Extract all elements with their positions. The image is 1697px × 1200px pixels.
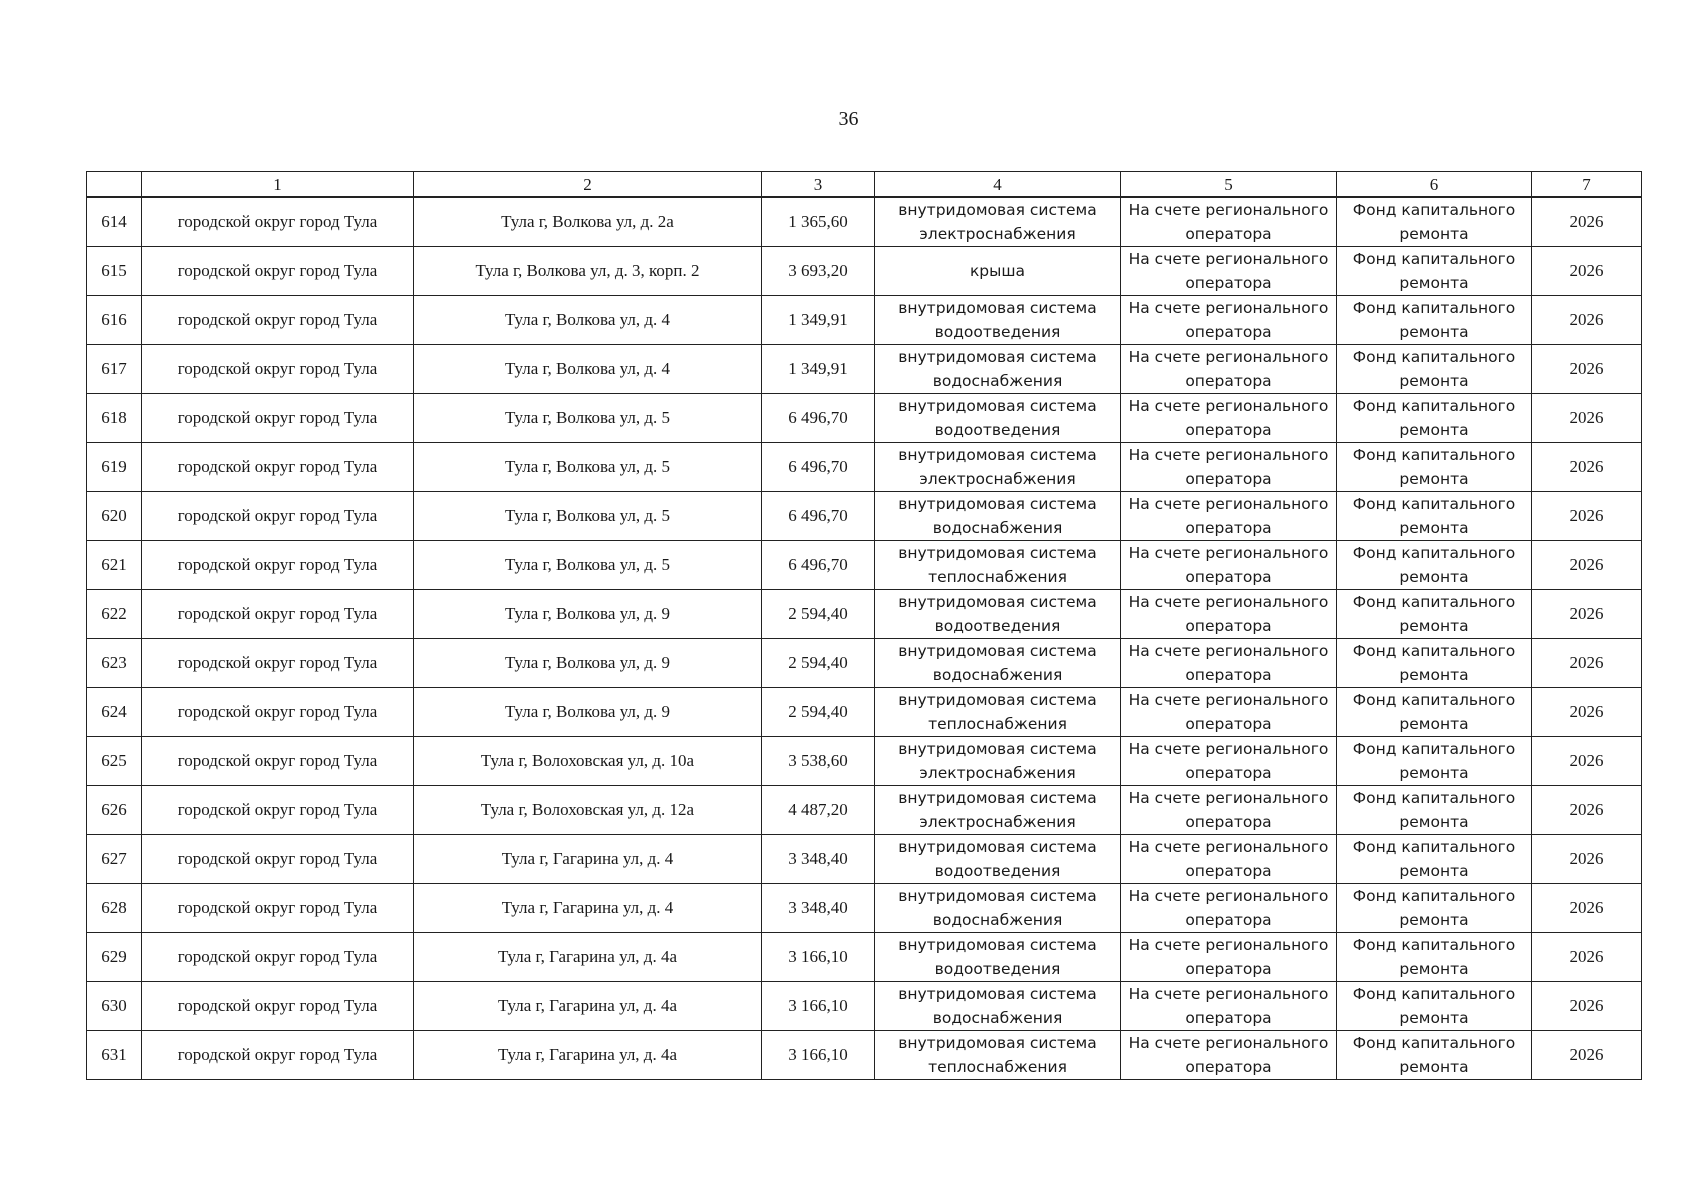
- account-cell: На счете регионального оператора: [1121, 345, 1337, 394]
- municipality-cell: городской округ город Тула: [142, 688, 414, 737]
- header-cell-blank: [87, 172, 142, 198]
- account-cell: На счете регионального оператора: [1121, 492, 1337, 541]
- year-cell: 2026: [1532, 394, 1642, 443]
- account-cell: На счете регионального оператора: [1121, 197, 1337, 247]
- row-number-cell: 621: [87, 541, 142, 590]
- column-numbers-row: [87, 172, 1642, 198]
- work-type-cell: внутридомовая система водоотведения: [875, 933, 1121, 982]
- area-cell: 3 166,10: [762, 933, 875, 982]
- year-cell: 2026: [1532, 835, 1642, 884]
- funding-cell: Фонд капитального ремонта: [1337, 688, 1532, 737]
- work-type-cell: внутридомовая система водоснабжения: [875, 492, 1121, 541]
- header-cell-6: 6: [1337, 172, 1532, 198]
- work-type-cell: внутридомовая система водоотведения: [875, 835, 1121, 884]
- account-cell: На счете регионального оператора: [1121, 247, 1337, 296]
- year-cell: 2026: [1532, 541, 1642, 590]
- work-type-cell: внутридомовая система теплоснабжения: [875, 541, 1121, 590]
- funding-cell: Фонд капитального ремонта: [1337, 786, 1532, 835]
- work-type-cell: крыша: [875, 247, 1121, 296]
- header-cell-3: 3: [762, 172, 875, 198]
- year-cell: 2026: [1532, 590, 1642, 639]
- municipality-cell: городской округ город Тула: [142, 737, 414, 786]
- account-cell: На счете регионального оператора: [1121, 835, 1337, 884]
- table-row: [87, 197, 1642, 247]
- funding-cell: Фонд капитального ремонта: [1337, 296, 1532, 345]
- area-cell: 2 594,40: [762, 639, 875, 688]
- table-row: [87, 737, 1642, 786]
- table-row: [87, 933, 1642, 982]
- row-number-cell: 615: [87, 247, 142, 296]
- area-cell: 3 693,20: [762, 247, 875, 296]
- municipality-cell: городской округ город Тула: [142, 835, 414, 884]
- table-row: [87, 884, 1642, 933]
- address-cell: Тула г, Волоховская ул, д. 10а: [414, 737, 762, 786]
- area-cell: 3 348,40: [762, 884, 875, 933]
- address-cell: Тула г, Гагарина ул, д. 4а: [414, 933, 762, 982]
- funding-cell: Фонд капитального ремонта: [1337, 394, 1532, 443]
- municipality-cell: городской округ город Тула: [142, 639, 414, 688]
- row-number-cell: 629: [87, 933, 142, 982]
- area-cell: 6 496,70: [762, 492, 875, 541]
- table-row: [87, 296, 1642, 345]
- municipality-cell: городской округ город Тула: [142, 786, 414, 835]
- address-cell: Тула г, Волкова ул, д. 5: [414, 541, 762, 590]
- address-cell: Тула г, Волкова ул, д. 9: [414, 688, 762, 737]
- table-row: [87, 541, 1642, 590]
- municipality-cell: городской округ город Тула: [142, 247, 414, 296]
- municipality-cell: городской округ город Тула: [142, 1031, 414, 1080]
- work-type-cell: внутридомовая система электроснабжения: [875, 737, 1121, 786]
- municipality-cell: городской округ город Тула: [142, 541, 414, 590]
- municipality-cell: городской округ город Тула: [142, 492, 414, 541]
- row-number-cell: 620: [87, 492, 142, 541]
- account-cell: На счете регионального оператора: [1121, 884, 1337, 933]
- table-row: [87, 247, 1642, 296]
- year-cell: 2026: [1532, 247, 1642, 296]
- year-cell: 2026: [1532, 197, 1642, 247]
- account-cell: На счете регионального оператора: [1121, 786, 1337, 835]
- table-row: [87, 443, 1642, 492]
- municipality-cell: городской округ город Тула: [142, 884, 414, 933]
- year-cell: 2026: [1532, 443, 1642, 492]
- row-number-cell: 630: [87, 982, 142, 1031]
- row-number-cell: 626: [87, 786, 142, 835]
- funding-cell: Фонд капитального ремонта: [1337, 1031, 1532, 1080]
- row-number-cell: 631: [87, 1031, 142, 1080]
- row-number-cell: 618: [87, 394, 142, 443]
- work-type-cell: внутридомовая система электроснабжения: [875, 197, 1121, 247]
- area-cell: 3 166,10: [762, 982, 875, 1031]
- work-type-cell: внутридомовая система водоснабжения: [875, 639, 1121, 688]
- address-cell: Тула г, Гагарина ул, д. 4а: [414, 982, 762, 1031]
- work-type-cell: внутридомовая система водоотведения: [875, 296, 1121, 345]
- funding-cell: Фонд капитального ремонта: [1337, 345, 1532, 394]
- account-cell: На счете регионального оператора: [1121, 296, 1337, 345]
- account-cell: На счете регионального оператора: [1121, 590, 1337, 639]
- municipality-cell: городской округ город Тула: [142, 345, 414, 394]
- year-cell: 2026: [1532, 933, 1642, 982]
- account-cell: На счете регионального оператора: [1121, 443, 1337, 492]
- account-cell: На счете регионального оператора: [1121, 639, 1337, 688]
- municipality-cell: городской округ город Тула: [142, 982, 414, 1031]
- year-cell: 2026: [1532, 737, 1642, 786]
- row-number-cell: 624: [87, 688, 142, 737]
- page-number: 36: [838, 108, 859, 130]
- funding-cell: Фонд капитального ремонта: [1337, 835, 1532, 884]
- municipality-cell: городской округ город Тула: [142, 197, 414, 247]
- municipality-cell: городской округ город Тула: [142, 394, 414, 443]
- funding-cell: Фонд капитального ремонта: [1337, 737, 1532, 786]
- work-type-cell: внутридомовая система водоснабжения: [875, 982, 1121, 1031]
- funding-cell: Фонд капитального ремонта: [1337, 443, 1532, 492]
- account-cell: На счете регионального оператора: [1121, 933, 1337, 982]
- year-cell: 2026: [1532, 492, 1642, 541]
- funding-cell: Фонд капитального ремонта: [1337, 492, 1532, 541]
- work-type-cell: внутридомовая система водоотведения: [875, 590, 1121, 639]
- funding-cell: Фонд капитального ремонта: [1337, 541, 1532, 590]
- header-cell-7: 7: [1532, 172, 1642, 198]
- address-cell: Тула г, Волкова ул, д. 5: [414, 443, 762, 492]
- address-cell: Тула г, Волкова ул, д. 2а: [414, 197, 762, 247]
- funding-cell: Фонд капитального ремонта: [1337, 933, 1532, 982]
- address-cell: Тула г, Гагарина ул, д. 4а: [414, 1031, 762, 1080]
- municipality-cell: городской округ город Тула: [142, 443, 414, 492]
- row-number-cell: 625: [87, 737, 142, 786]
- area-cell: 1 365,60: [762, 197, 875, 247]
- row-number-cell: 627: [87, 835, 142, 884]
- area-cell: 1 349,91: [762, 296, 875, 345]
- account-cell: На счете регионального оператора: [1121, 394, 1337, 443]
- area-cell: 1 349,91: [762, 345, 875, 394]
- year-cell: 2026: [1532, 884, 1642, 933]
- work-type-cell: внутридомовая система теплоснабжения: [875, 688, 1121, 737]
- year-cell: 2026: [1532, 688, 1642, 737]
- address-cell: Тула г, Волкова ул, д. 4: [414, 296, 762, 345]
- address-cell: Тула г, Волкова ул, д. 3, корп. 2: [414, 247, 762, 296]
- header-cell-1: 1: [142, 172, 414, 198]
- work-type-cell: внутридомовая система водоотведения: [875, 394, 1121, 443]
- municipality-cell: городской округ город Тула: [142, 296, 414, 345]
- row-number-cell: 623: [87, 639, 142, 688]
- table-row: [87, 688, 1642, 737]
- area-cell: 6 496,70: [762, 394, 875, 443]
- funding-cell: Фонд капитального ремонта: [1337, 639, 1532, 688]
- table-row: [87, 590, 1642, 639]
- address-cell: Тула г, Гагарина ул, д. 4: [414, 884, 762, 933]
- work-type-cell: внутридомовая система электроснабжения: [875, 443, 1121, 492]
- area-cell: 2 594,40: [762, 688, 875, 737]
- funding-cell: Фонд капитального ремонта: [1337, 982, 1532, 1031]
- account-cell: На счете регионального оператора: [1121, 688, 1337, 737]
- row-number-cell: 622: [87, 590, 142, 639]
- year-cell: 2026: [1532, 982, 1642, 1031]
- header-cell-4: 4: [875, 172, 1121, 198]
- address-cell: Тула г, Волоховская ул, д. 12а: [414, 786, 762, 835]
- area-cell: 3 348,40: [762, 835, 875, 884]
- row-number-cell: 617: [87, 345, 142, 394]
- table-header: [87, 172, 1642, 198]
- account-cell: На счете регионального оператора: [1121, 541, 1337, 590]
- address-cell: Тула г, Волкова ул, д. 4: [414, 345, 762, 394]
- account-cell: На счете регионального оператора: [1121, 737, 1337, 786]
- table-row: [87, 492, 1642, 541]
- row-number-cell: 616: [87, 296, 142, 345]
- municipality-cell: городской округ город Тула: [142, 933, 414, 982]
- year-cell: 2026: [1532, 639, 1642, 688]
- work-type-cell: внутридомовая система водоснабжения: [875, 345, 1121, 394]
- table-row: [87, 345, 1642, 394]
- work-type-cell: внутридомовая система теплоснабжения: [875, 1031, 1121, 1080]
- work-type-cell: внутридомовая система электроснабжения: [875, 786, 1121, 835]
- row-number-cell: 614: [87, 197, 142, 247]
- area-cell: 4 487,20: [762, 786, 875, 835]
- funding-cell: Фонд капитального ремонта: [1337, 247, 1532, 296]
- header-cell-5: 5: [1121, 172, 1337, 198]
- table-row: [87, 394, 1642, 443]
- year-cell: 2026: [1532, 296, 1642, 345]
- work-type-cell: внутридомовая система водоснабжения: [875, 884, 1121, 933]
- account-cell: На счете регионального оператора: [1121, 1031, 1337, 1080]
- account-cell: На счете регионального оператора: [1121, 982, 1337, 1031]
- address-cell: Тула г, Волкова ул, д. 5: [414, 492, 762, 541]
- table-row: [87, 1031, 1642, 1080]
- area-cell: 6 496,70: [762, 443, 875, 492]
- year-cell: 2026: [1532, 786, 1642, 835]
- table-row: [87, 982, 1642, 1031]
- funding-cell: Фонд капитального ремонта: [1337, 197, 1532, 247]
- address-cell: Тула г, Гагарина ул, д. 4: [414, 835, 762, 884]
- header-cell-2: 2: [414, 172, 762, 198]
- funding-cell: Фонд капитального ремонта: [1337, 590, 1532, 639]
- funding-cell: Фонд капитального ремонта: [1337, 884, 1532, 933]
- year-cell: 2026: [1532, 345, 1642, 394]
- repair-program-table: [86, 171, 1642, 1080]
- table-row: [87, 639, 1642, 688]
- row-number-cell: 619: [87, 443, 142, 492]
- year-cell: 2026: [1532, 1031, 1642, 1080]
- address-cell: Тула г, Волкова ул, д. 5: [414, 394, 762, 443]
- area-cell: 2 594,40: [762, 590, 875, 639]
- municipality-cell: городской округ город Тула: [142, 590, 414, 639]
- row-number-cell: 628: [87, 884, 142, 933]
- table-row: [87, 835, 1642, 884]
- address-cell: Тула г, Волкова ул, д. 9: [414, 590, 762, 639]
- area-cell: 3 166,10: [762, 1031, 875, 1080]
- address-cell: Тула г, Волкова ул, д. 9: [414, 639, 762, 688]
- table-body: [87, 197, 1642, 1080]
- table-row: [87, 786, 1642, 835]
- area-cell: 3 538,60: [762, 737, 875, 786]
- area-cell: 6 496,70: [762, 541, 875, 590]
